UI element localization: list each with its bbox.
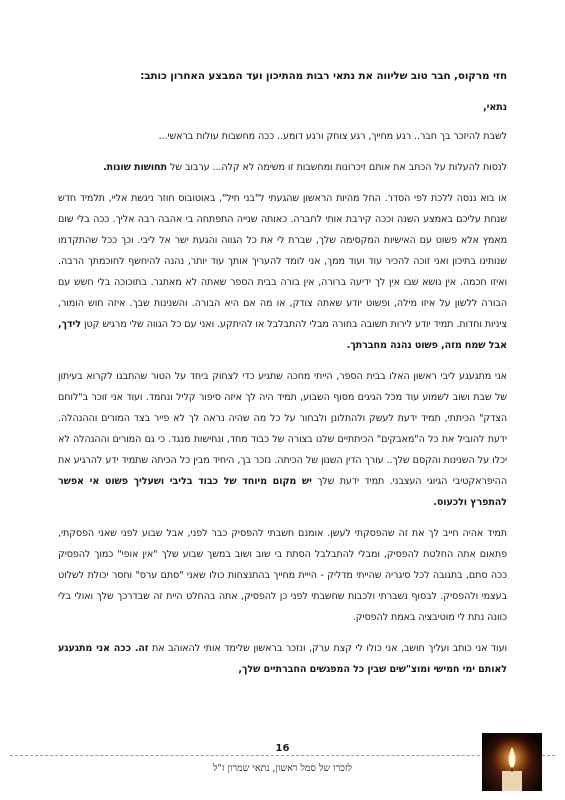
greeting: נתאי, bbox=[483, 102, 507, 113]
paragraphs bbox=[58, 126, 507, 680]
paragraph-text: ועוד אני כותב ועליך חושב, אני כולו לי קצת ערק, ונזכר בראשון שלימד אותי להאוהב את bbox=[148, 643, 507, 654]
page-heading: חזי מרקוס, חבר טוב שליווה את נתאי רבות מהתיכון ועד המבצע האחרון כותב: bbox=[140, 70, 507, 82]
memorial-candle-image bbox=[482, 733, 542, 791]
paragraph-text: לידך, אבל שמח מזה, פשוט נהנה מחברתך. bbox=[58, 319, 507, 351]
paragraph bbox=[58, 638, 507, 680]
paragraph-text: תחושות שונות. bbox=[102, 162, 167, 173]
paragraph bbox=[58, 523, 507, 628]
paragraph-text: זה. ככה אני מתגעגע לאותם ימי חמישי ומוצ"שים שבין כל המפגשים החברתיים שלך, bbox=[58, 643, 507, 675]
paragraph-text: תמיד אהיה חייב לך את זה שהפסקתי לעשן. אומנם חשבתי להפסיק כבר לפני, אבל שבוע לפני שאני הפסקתי, פתאום אתה החלטת להפסיק, ומבלי להתבלבל הסתת בי שוב ושוב במשך שבוע שלך "אין אופי" כמוך להפסיק ככה סתם, בתגובה לכל סיגריה שהייתי מדליק - הייית מחייך בהתנצחות כולו שאני "סתם ערס" וחסר יכולת לשלוט בעצמי ולהפסיק. לבסוף נשברתי ולכבות שחשבתי לפני כן להפסיק, אתה בהחלט היית זה שבדרכך שלך ואולי בלי כוונה נתת לי מוטיבציה באמת להפסיק. bbox=[58, 528, 507, 623]
candle-flame-icon bbox=[482, 733, 542, 791]
paragraph-text: או בוא ננסה ללכת לפי הסדר. החל מהיות הראשון שהגעתי ל"בני חיל", באוטובוס חוזר ניגשת אליי, תלמיד חדש שנחת עליכם באמצע השנה וככה קירבת אותי לחברה. כאותה שנייה התפתחה בי אהבה רבה אליך. ככה בלי שום מאמץ אלא פשוט עם האישיות המקסימה שלך, שברת לי את כל הגווה והגעת ישר אל ליבי. וכך ככל שהתקדמו שנותינו בתיכון ואני זוכה להכיר עוד ועוד ממך, אני לומד להעריך אותך עוד יותר, נהנה להיחשף לחוכמתך הרבה. ואיזו חכמה. אין נושא שבו אין לך ידיעה ברורה, אין בורה בבית הספר שאתה לא מאתגר. בתוכוכה בלי חשש עם הבורה ללשון על איזו מילה, ופשוט יודע שאתה צודק, או מה אם היא הבורה. והשנינות שבך. איזה חוש הומור, ציניות וחדות. תמיד יודע לירות תשובה בחורה מבלי להתבלבל או להיתקע. ואני עם כל הגווה שלי מרגיש קטן bbox=[58, 193, 507, 330]
paragraph bbox=[58, 126, 507, 147]
paragraph-text: יש מקום מיוחד של כבוד בליבי ושעליך פשוט אי אפשר להתפרץ ולכעוס. bbox=[58, 476, 507, 508]
page-number: 16 bbox=[275, 743, 290, 754]
paragraph-text: אני מתגעגע ליבי ראשון האלו בבית הספר, הייתי מחכה שתגיע כדי לצחוק ביחד על הטור שהתבגו לקרוא בעיתון של שבת ושוב לשמוע עוד מכל הגיגים מסוף השבוע, תמיד היה לך איזה סיפור קליל ונחמד. ועוד אני זוכר ב"לוחם הצדק" הכיתתי, תמיד ידעת לעשק ולהתלונן ולבחור על כל מה שהיה נראה לך לא פייר בצד המורים וההנהלה. ידעת להוביל את כל ה"מאבקים" הכיתתיים שלנו בצורה של כבוד מחד, ונחישות מנגד. כי גם המורים וההנהלה לא יכלו על השנינות והקסם שלך.. עורך הדין השנון של הכיתה. נזכר בך, היחיד מבין כל הכיתה שתמיד ידע להרגיע את ההיפראקטיבי הגיוגי העצבני. תמיד ידעת שלך bbox=[58, 371, 507, 487]
paragraph-text: לשבת להיזכר בך חבר.. רגע מחייך, רגע צוחק ורגע דומע.. ככה מחשבות עולות בראשי... bbox=[158, 131, 507, 142]
paragraph bbox=[58, 366, 507, 513]
footer-divider bbox=[10, 755, 555, 756]
footer-dedication: לזכרו של סמל ראשון, נתאי שמרון ז"ל bbox=[213, 763, 352, 774]
paragraph bbox=[58, 157, 507, 178]
page-body bbox=[58, 66, 507, 690]
paragraph-text: לנסות להעלות על הכתב את אותם זיכרונות ומחשבות זו משימה לא קלה... ערבוב של bbox=[167, 162, 507, 173]
paragraph bbox=[58, 188, 507, 356]
